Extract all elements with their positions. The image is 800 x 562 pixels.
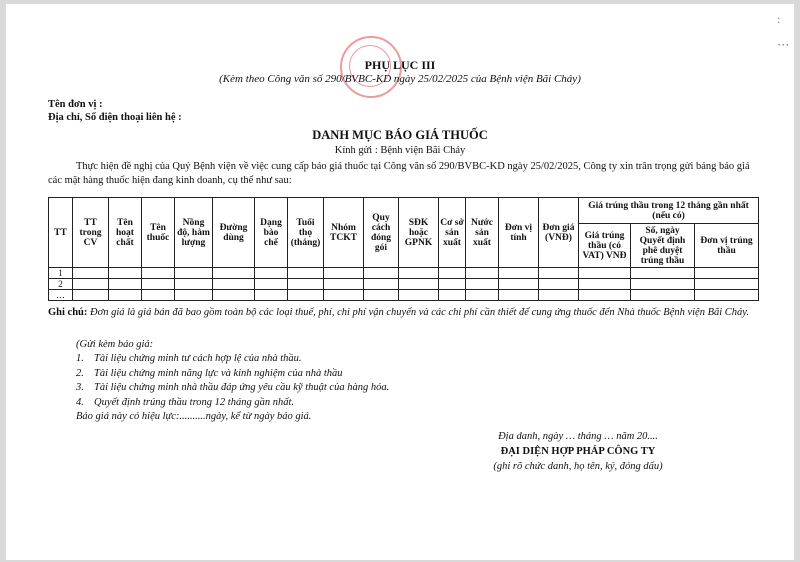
note-label: Ghi chú: (48, 307, 88, 318)
sub-col-header: Đơn vị trúng thầu (695, 224, 759, 268)
corner-mark: ⋅⋅⋅ (777, 38, 790, 52)
attachments-list (76, 352, 389, 410)
place-date-line: Địa danh, ngày … tháng … năm 20.... (498, 431, 658, 442)
address-label: Địa chỉ, Số điện thoại liên hệ : (48, 112, 182, 123)
col-header: SĐK hoặc GPNK (399, 198, 439, 268)
row-number: … (49, 290, 73, 301)
col-header: Cơ sở sản xuất (439, 198, 466, 268)
col-header: Đơn giá (VNĐ) (539, 198, 579, 268)
col-header: Tên thuốc (142, 198, 175, 268)
col-header: TT trong CV (73, 198, 109, 268)
row-number: 1 (49, 268, 73, 279)
document-title: DANH MỤC BÁO GIÁ THUỐC (312, 128, 488, 142)
price-quote-table (48, 197, 759, 301)
corner-mark: : (777, 12, 781, 26)
list-item: 3. Tài liệu chứng minh nhà thầu đáp ứng yêu cầu kỹ thuật của hàng hóa. (76, 382, 390, 393)
sub-col-header: Số, ngày Quyết định phê duyệt trúng thầu (631, 224, 695, 268)
sub-col-header: Giá trúng thầu (có VAT) VNĐ (579, 224, 631, 268)
col-header: Dạng bào chế (255, 198, 288, 268)
signature-instruction: (ghi rõ chức danh, họ tên, ký, đóng dấu) (493, 461, 663, 472)
table-row (49, 268, 759, 279)
row-number: 2 (49, 279, 73, 290)
group-header: Giá trúng thầu trong 12 tháng gần nhất (nếu có) (579, 198, 759, 224)
col-header: Đơn vị tính (499, 198, 539, 268)
recipient-line: Kính gửi : Bệnh viện Bãi Cháy (334, 145, 466, 156)
col-header: Nồng độ, hàm lượng (175, 198, 213, 268)
col-header: Tuổi thọ (tháng) (288, 198, 324, 268)
list-item: 1. Tài liệu chứng minh tư cách hợp lệ của nhà thầu. (76, 353, 302, 364)
table-row (49, 290, 759, 301)
intro-paragraph: Thực hiện đề nghị của Quý Bệnh viện về việc cung cấp báo giá thuốc tại Công văn số 290/BVBC-KD ngày 25/02/2025, Công ty xin trân trọng gửi bảng báo giá các mặt hàng thuốc hiện đang kinh doanh, cụ thể như sau: (48, 161, 750, 186)
list-item: 2. Tài liệu chứng minh năng lực và kinh nghiệm của nhà thầu (76, 367, 343, 379)
col-header: Đường dùng (213, 198, 255, 268)
document-page (6, 4, 794, 560)
note-paragraph (48, 306, 754, 320)
note-text: Đơn giá là giá bán đã bao gồm toàn bộ các loại thuế, phí, chi phí vận chuyển và các chi phí cần thiết để cung ứng thuốc đến Nhà thuốc Bệnh viện Bãi Cháy. (87, 307, 750, 318)
table-row (49, 279, 759, 290)
validity-line: Báo giá này có hiệu lực:..........ngày, kể từ ngày báo giá. (76, 411, 312, 422)
col-header: Nhóm TCKT (324, 198, 364, 268)
list-item: 4. Quyết định trúng thầu trong 12 tháng gần nhất. (76, 396, 294, 408)
col-header: Quy cách đóng gói (364, 198, 399, 268)
appendix-subtitle: (Kèm theo Công văn số 290/BVBC-KD ngày 25/02/2025 của Bệnh viện Bãi Cháy) (219, 73, 581, 85)
appendix-title: PHỤ LỤC III (364, 58, 436, 72)
unit-name-label: Tên đơn vị : (48, 99, 103, 110)
col-header: Tên hoạt chất (109, 198, 142, 268)
col-header: Nước sản xuất (466, 198, 499, 268)
attachments-heading: (Gửi kèm báo giá: (76, 339, 154, 350)
col-header: TT (49, 198, 73, 268)
signature-title: ĐẠI DIỆN HỢP PHÁP CÔNG TY (500, 446, 656, 457)
